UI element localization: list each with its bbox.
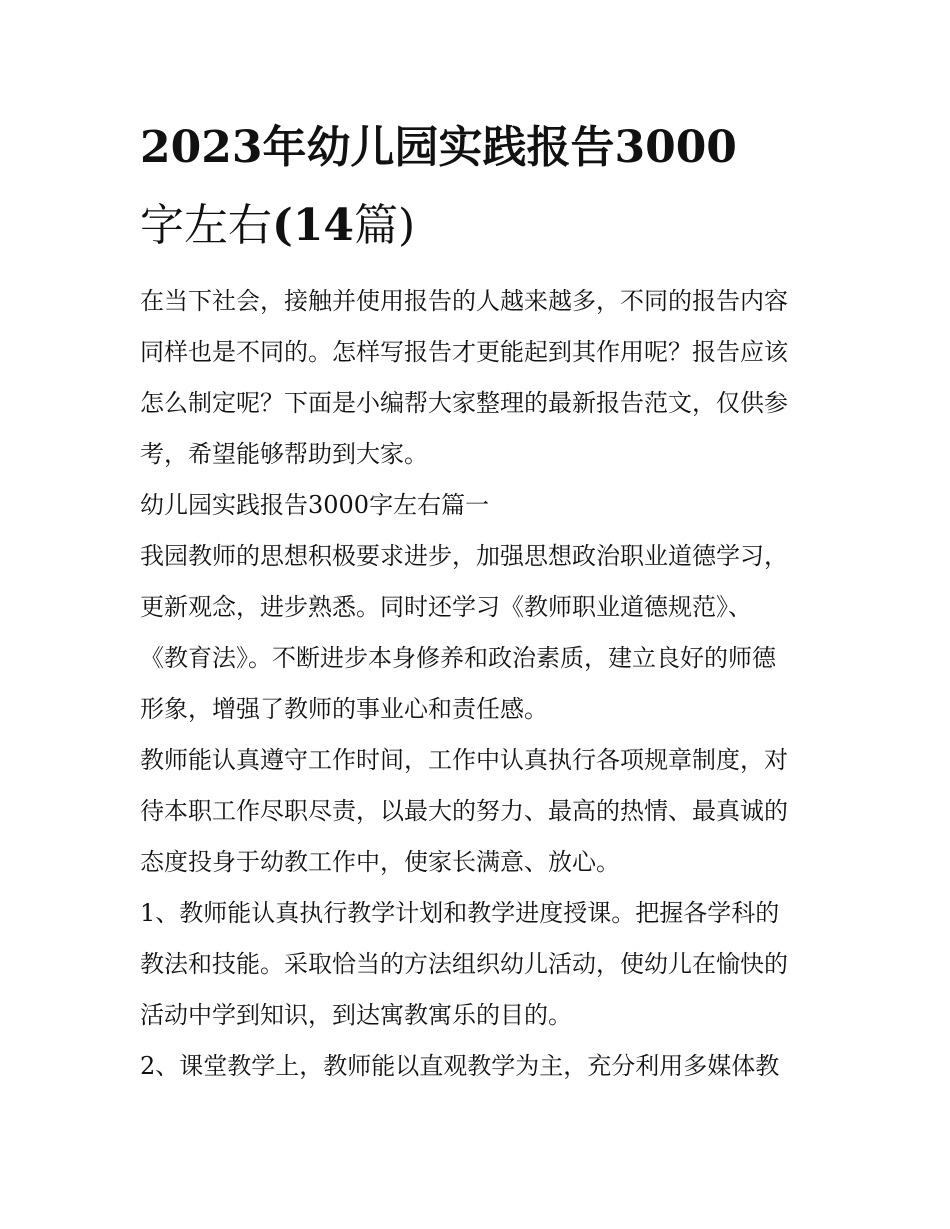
body-line: 活动中学到知识，到达寓教寓乐的目的。 [140, 1001, 572, 1029]
body-line: 怎么制定呢？下面是小编帮大家整理的最新报告范文，仅供参 [140, 389, 788, 417]
title-suffix-part: 篇) [354, 200, 416, 251]
body-line: 2、课堂教学上，教师能以直观教学为主，充分利用多媒体教 [140, 1052, 780, 1080]
section-heading: 幼儿园实践报告3000字左右篇一 [140, 491, 490, 519]
title-text-part: 字左右 [140, 200, 272, 251]
body-line: 我园教师的思想积极要求进步，加强思想政治职业道德学习， [140, 542, 788, 570]
body-line: 态度投身于幼教工作中，使家长满意、放心。 [140, 848, 620, 876]
document-title-line-2 [140, 200, 820, 251]
body-line: 教法和技能。采取恰当的方法组织幼儿活动，使幼儿在愉快的 [140, 950, 788, 978]
body-line: 待本职工作尽职尽责，以最大的努力、最高的热情、最真诚的 [140, 797, 788, 825]
body-line: 在当下社会，接触并使用报告的人越来越多，不同的报告内容 [140, 287, 788, 315]
document-title-line-1: 2023年幼儿园实践报告3000 [140, 122, 737, 173]
body-line: 同样也是不同的。怎样写报告才更能起到其作用呢？报告应该 [140, 338, 788, 366]
body-line: 形象，增强了教师的事业心和责任感。 [140, 695, 548, 723]
body-line: 《教育法》。不断进步本身修养和政治素质，建立良好的师德 [140, 644, 776, 672]
title-count-part: (14 [272, 200, 355, 251]
body-line: 考，希望能够帮助到大家。 [140, 440, 428, 468]
body-line: 1、教师能认真执行教学计划和教学进度授课。把握各学科的 [140, 899, 780, 927]
body-line: 更新观念，进步熟悉。同时还学习《教师职业道德规范》、 [140, 593, 752, 621]
body-line: 教师能认真遵守工作时间，工作中认真执行各项规章制度，对 [140, 746, 788, 774]
